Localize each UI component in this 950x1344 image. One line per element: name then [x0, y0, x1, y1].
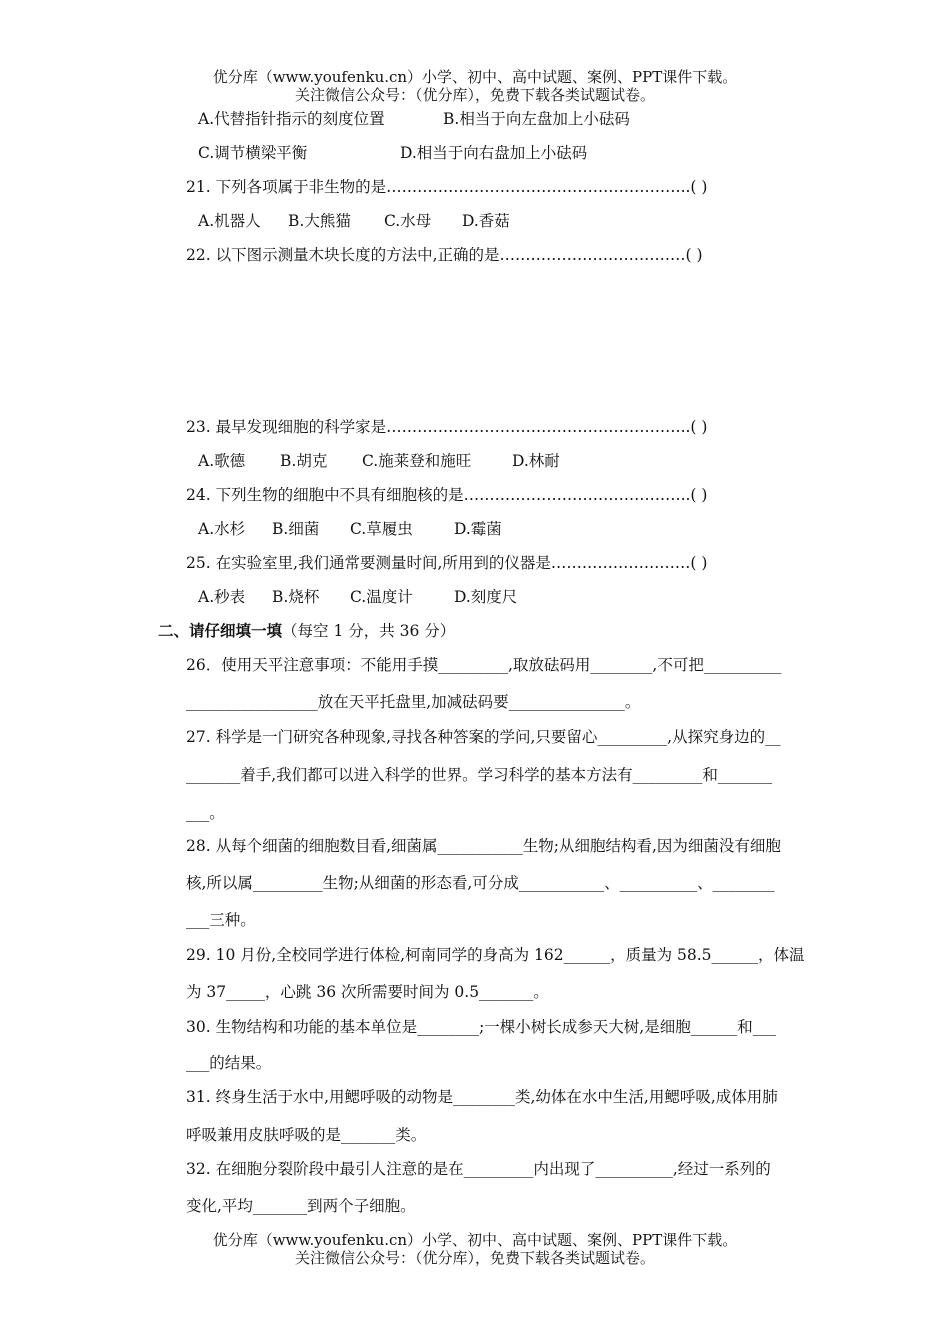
- q23-option-d: D.林耐: [512, 452, 560, 470]
- header-line-1: 优分库（www.youfenku.cn）小学、初中、高中试题、案例、PPT课件下载。: [212, 68, 738, 86]
- q25-option-a: A.秒表: [198, 588, 246, 606]
- q25-options: [198, 587, 518, 607]
- q21-option-c: C.水母: [384, 212, 432, 230]
- q20-option-b: B.相当于向左盘加上小砝码: [443, 110, 630, 128]
- q24-option-b: B.细菌: [272, 520, 320, 538]
- q21-stem: 21. 下列各项属于非生物的是…………………………………………………..( ): [186, 178, 708, 196]
- q24-option-c: C.草履虫: [350, 520, 413, 538]
- q23-option-b: B.胡克: [280, 452, 328, 470]
- q20-option-c: C.调节横梁平衡: [198, 144, 308, 162]
- q25-option-c: C.温度计: [350, 588, 413, 606]
- q32-line-1: 32. 在细胞分裂阶段中最引人注意的是在_________内出现了__________,经过一系列的: [186, 1160, 771, 1178]
- q21-option-d: D.香菇: [462, 212, 510, 230]
- header-line-2: 关注微信公众号：（优分库），免费下载各类试题试卷。: [294, 86, 655, 104]
- footer-line-1: 优分库（www.youfenku.cn）小学、初中、高中试题、案例、PPT课件下载。: [212, 1231, 738, 1249]
- section-2-heading: [158, 621, 455, 641]
- q30-line-2: ___的结果。: [186, 1054, 272, 1072]
- q23-stem: 23. 最早发现细胞的科学家是…………………………………………………..( ): [186, 418, 708, 436]
- q23-option-a: A.歌德: [198, 452, 246, 470]
- q21-options: [198, 211, 510, 231]
- q24-option-a: A.水杉: [198, 520, 246, 538]
- q25-stem: 25. 在实验室里,我们通常要测量时间,所用到的仪器是………………………( ): [186, 554, 708, 572]
- q23-option-c: C.施莱登和施旺: [362, 452, 472, 470]
- q20-option-d: D.相当于向右盘加上小砝码: [400, 144, 588, 162]
- q27-line-1: 27. 科学是一门研究各种现象,寻找各种答案的学问,只要留心_________,从探究身边的__: [186, 728, 781, 746]
- q28-line-1: 28. 从每个细菌的细胞数目看,细菌属___________生物;从细胞结构看,因为细菌没有细胞: [186, 837, 781, 855]
- q20-option-a: A.代替指针指示的刻度位置: [198, 110, 385, 128]
- q32-line-2: 变化,平均_______到两个子细胞。: [186, 1197, 416, 1215]
- q27-line-2: _______着手,我们都可以进入科学的世界。学习科学的基本方法有_________和_______: [186, 766, 773, 784]
- q24-stem: 24. 下列生物的细胞中不具有细胞核的是……………………………………..( ): [186, 486, 708, 504]
- q28-line-3: ___三种。: [186, 911, 256, 929]
- q31-line-1: 31. 终身生活于水中,用鳃呼吸的动物是________类,幼体在水中生活,用鳃呼吸,成体用肺: [186, 1088, 778, 1106]
- q24-options: [198, 519, 502, 539]
- q24-option-d: D.霉菌: [454, 520, 502, 538]
- q28-line-2: 核,所以属_________生物;从细菌的形态看,可分成___________、__________、________: [186, 874, 775, 892]
- section-2-title: 二、请仔细填一填: [158, 621, 283, 640]
- q22-stem: 22. 以下图示测量木块长度的方法中,正确的是………………………………( ): [186, 246, 703, 264]
- q31-line-2: 呼吸兼用皮肤呼吸的是_______类。: [186, 1126, 427, 1144]
- q30-line-1: 30. 生物结构和功能的基本单位是________;一棵小树长成参天大树,是细胞______和___: [186, 1018, 776, 1036]
- footer-line-2: 关注微信公众号：（优分库），免费下载各类试题试卷。: [294, 1249, 655, 1267]
- q21-option-b: B.大熊猫: [288, 212, 351, 230]
- section-2-note: （每空 1 分，共 36 分）: [282, 622, 456, 640]
- q27-line-3: ___。: [186, 804, 225, 822]
- q21-option-a: A.机器人: [198, 212, 261, 230]
- q26-line-1: 26．使用天平注意事项：不能用手摸_________,取放砝码用________,不可把__________: [186, 656, 782, 674]
- q20-options-row-2: [198, 143, 588, 163]
- q29-line-2: 为 37_____，心跳 36 次所需要时间为 0.5_______。: [186, 983, 549, 1001]
- q29-line-1: 29. 10 月份,全校同学进行体检,柯南同学的身高为 162______，质量为 58.5______，体温: [186, 946, 805, 964]
- q25-option-b: B.烧杯: [272, 588, 320, 606]
- q20-options-row-1: [198, 109, 630, 129]
- q22-figure-area: [186, 270, 826, 410]
- q23-options: [198, 451, 560, 471]
- q25-option-d: D.刻度尺: [454, 588, 518, 606]
- q26-line-2: _________________放在天平托盘里,加减砝码要_______________。: [186, 693, 641, 711]
